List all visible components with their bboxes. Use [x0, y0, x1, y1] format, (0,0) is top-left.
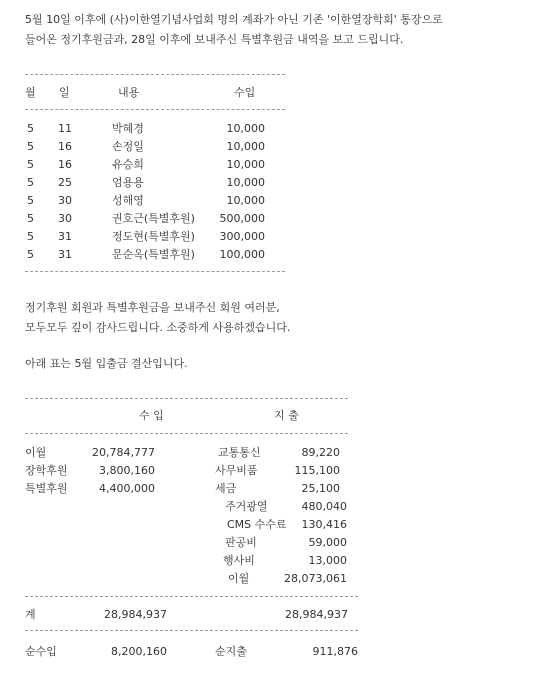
expense-label: 교통통신 — [218, 446, 261, 459]
row-month: 5 — [27, 140, 34, 153]
expense-header: 지 출 — [274, 409, 299, 422]
expense-amount: 28,073,061 — [284, 572, 347, 585]
row-month: 5 — [27, 122, 34, 135]
net-income-label: 순수입 — [25, 645, 57, 658]
divider — [25, 433, 348, 434]
expense-label: 이월 — [228, 572, 250, 585]
row-name: 엄용용 — [112, 176, 144, 189]
row-month: 5 — [27, 194, 34, 207]
row-name: 손정일 — [112, 140, 144, 153]
expense-amount: 89,220 — [301, 446, 340, 459]
expense-label: 판공비 — [225, 536, 257, 549]
income-header: 수 입 — [139, 409, 164, 422]
expense-amount: 115,100 — [294, 464, 340, 477]
net-expense-amount: 911,876 — [312, 645, 358, 658]
row-amount: 100,000 — [219, 248, 265, 261]
row-amount: 300,000 — [219, 230, 265, 243]
row-amount: 10,000 — [226, 158, 265, 171]
row-day: 31 — [58, 248, 72, 261]
divider — [25, 630, 358, 631]
total-expense: 28,984,937 — [285, 608, 348, 621]
intro-line-1: 5월 10일 이후에 (사)이한열기념사업회 명의 계좌가 아닌 기존 '이한열장학회' 통장으로 — [25, 13, 443, 26]
header-month: 월 — [25, 86, 36, 99]
expense-label: CMS 수수료 — [227, 518, 287, 531]
expense-amount: 480,040 — [301, 500, 347, 513]
row-month: 5 — [27, 248, 34, 261]
total-income: 28,984,937 — [104, 608, 167, 621]
row-month: 5 — [27, 158, 34, 171]
row-name: 문순옥(특별후원) — [112, 248, 195, 261]
income-label: 장학후원 — [25, 464, 68, 477]
row-amount: 500,000 — [219, 212, 265, 225]
row-month: 5 — [27, 176, 34, 189]
row-day: 16 — [58, 158, 72, 171]
row-name: 유승희 — [112, 158, 144, 171]
expense-amount: 130,416 — [301, 518, 347, 531]
divider — [25, 109, 285, 110]
row-name: 정도현(특별후원) — [112, 230, 195, 243]
intro-line-2: 들어온 정기후원금과, 28일 이후에 보내주신 특별후원금 내역을 보고 드립니다. — [25, 33, 404, 46]
row-amount: 10,000 — [226, 194, 265, 207]
net-expense-label: 순지출 — [215, 645, 247, 658]
divider — [25, 398, 348, 399]
row-amount: 10,000 — [226, 122, 265, 135]
row-day: 11 — [58, 122, 72, 135]
expense-label: 행사비 — [223, 554, 255, 567]
divider — [25, 596, 358, 597]
expense-label: 사무비품 — [215, 464, 258, 477]
row-day: 16 — [58, 140, 72, 153]
expense-label: 주거광열 — [225, 500, 268, 513]
row-name: 박혜경 — [112, 122, 144, 135]
row-day: 25 — [58, 176, 72, 189]
expense-amount: 59,000 — [308, 536, 347, 549]
row-name: 권호근(특별후원) — [112, 212, 195, 225]
expense-amount: 13,000 — [308, 554, 347, 567]
row-day: 30 — [58, 194, 72, 207]
total-label: 계 — [25, 608, 36, 621]
header-day: 일 — [59, 86, 70, 99]
row-amount: 10,000 — [226, 140, 265, 153]
expense-label: 세금 — [215, 482, 237, 495]
expense-amount: 25,100 — [301, 482, 340, 495]
row-day: 30 — [58, 212, 72, 225]
thanks-line-1: 정기후원 회원과 특별후원금을 보내주신 회원 여러분, — [25, 301, 280, 314]
thanks-line-2: 모두모두 깊이 감사드립니다. 소중하게 사용하겠습니다. — [25, 321, 291, 334]
income-amount: 20,784,777 — [92, 446, 155, 459]
row-amount: 10,000 — [226, 176, 265, 189]
row-name: 성해영 — [112, 194, 144, 207]
net-income-amount: 8,200,160 — [111, 645, 167, 658]
header-income: 수입 — [234, 86, 256, 99]
income-amount: 4,400,000 — [99, 482, 155, 495]
settlement-intro: 아래 표는 5월 입출금 결산입니다. — [25, 357, 188, 370]
header-content: 내용 — [118, 86, 140, 99]
income-amount: 3,800,160 — [99, 464, 155, 477]
divider — [25, 74, 285, 75]
row-day: 31 — [58, 230, 72, 243]
row-month: 5 — [27, 230, 34, 243]
divider — [25, 271, 285, 272]
income-label: 이월 — [25, 446, 47, 459]
row-month: 5 — [27, 212, 34, 225]
income-label: 특별후원 — [25, 482, 68, 495]
